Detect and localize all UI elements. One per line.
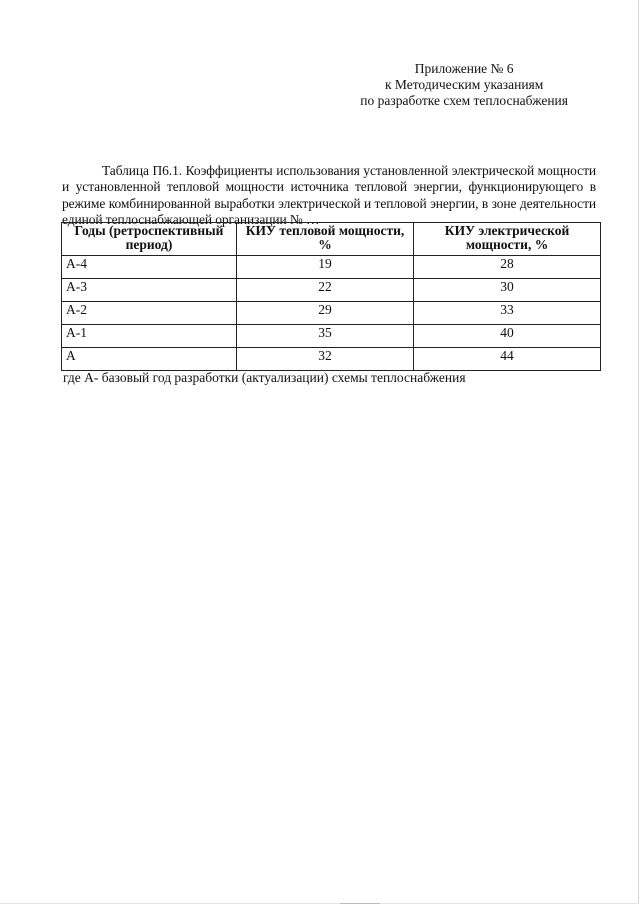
cell-electric: 44 (414, 348, 601, 371)
appendix-number: Приложение № 6 (414, 61, 514, 76)
cell-electric: 30 (414, 279, 601, 302)
cell-heat: 22 (237, 279, 414, 302)
table-caption: Таблица П6.1. Коэффициенты использования установленной электрической мощности и установленной тепловой мощности источника тепловой энергии, функционирующего в режиме комбинированной выработки электрической и тепловой энергии, в зоне деятельности единой теплоснабжающей организации № … (62, 163, 596, 228)
table-row (62, 256, 601, 279)
cell-heat: 35 (237, 325, 414, 348)
cell-heat: 19 (237, 256, 414, 279)
cell-year: А-4 (62, 256, 237, 279)
cell-heat: 32 (237, 348, 414, 371)
cell-year: А (62, 348, 237, 371)
table-row (62, 279, 601, 302)
header-heat-kiu: КИУ тепловой мощности, % (237, 223, 414, 256)
table-row (62, 325, 601, 348)
cell-electric: 33 (414, 302, 601, 325)
cell-year: А-3 (62, 279, 237, 302)
cell-heat: 29 (237, 302, 414, 325)
appendix-header (360, 61, 568, 109)
table-row (62, 348, 601, 371)
cell-electric: 40 (414, 325, 601, 348)
appendix-subject: по разработке схем теплоснабжения (360, 93, 568, 108)
kiu-table (61, 222, 601, 371)
cell-electric: 28 (414, 256, 601, 279)
header-years: Годы (ретроспективный период) (62, 223, 237, 256)
cell-year: А-2 (62, 302, 237, 325)
cell-year: А-1 (62, 325, 237, 348)
appendix-reference: к Методическим указаниям (384, 77, 544, 92)
table-header-row (62, 223, 601, 256)
scan-artifact (340, 903, 380, 904)
table-footnote: где А- базовый год разработки (актуализации) схемы теплоснабжения (63, 370, 466, 385)
header-electric-kiu: КИУ электрической мощности, % (414, 223, 601, 256)
table-row (62, 302, 601, 325)
